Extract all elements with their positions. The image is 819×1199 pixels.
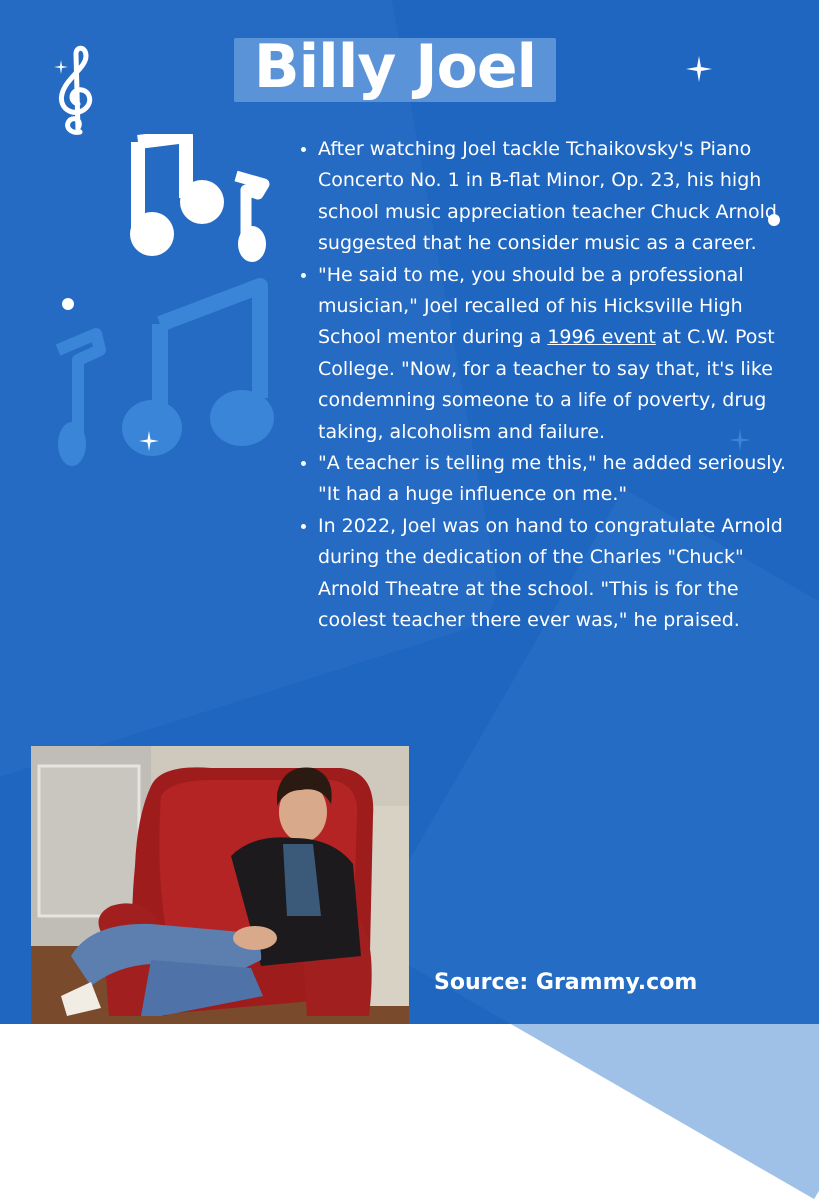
list-item-text: In 2022, Joel was on hand to congratulate Arnold during the dedication of the Charles "Chuck" Arnold Theatre at the school. "This is for the coolest teacher there ever was," he praised. (318, 514, 783, 632)
list-item-text: "A teacher is telling me this," he added seriously. "It had a huge influence on me." (318, 452, 787, 506)
sparkle-icon (138, 430, 160, 452)
source-credit: Source: Grammy.com (434, 970, 698, 995)
sparkle-icon (684, 54, 714, 84)
photo (31, 746, 409, 1024)
list-item (318, 511, 808, 637)
page-title: Billy Joel (253, 32, 537, 102)
list-item (318, 134, 808, 260)
fact-list (298, 134, 808, 637)
list-item-text: "He said to me, you should be a professional musician," Joel recalled of his Hicksville High School mentor during a (318, 263, 744, 349)
event-link[interactable]: 1996 event (547, 326, 656, 349)
sparkle-icon (54, 60, 68, 74)
list-item (318, 260, 808, 448)
list-item-text: at C.W. Post College. "Now, for a teacher to say that, it's like condemning someone to a life of poverty, drug taking, alcoholism and failure. (318, 326, 775, 443)
title-block (230, 30, 560, 104)
photo-illustration (31, 746, 409, 1024)
list-item-text: After watching Joel tackle Tchaikovsky's Piano Concerto No. 1 in B-flat Minor, Op. 23, his high school music appreciation teacher Chuck Arnold suggested that he consider music as a career. (318, 138, 777, 255)
music-notes-icon (128, 134, 278, 266)
music-notes-icon (56, 278, 276, 470)
treble-clef-icon (52, 44, 102, 138)
list-item (318, 448, 808, 511)
dot-decoration (62, 298, 74, 310)
